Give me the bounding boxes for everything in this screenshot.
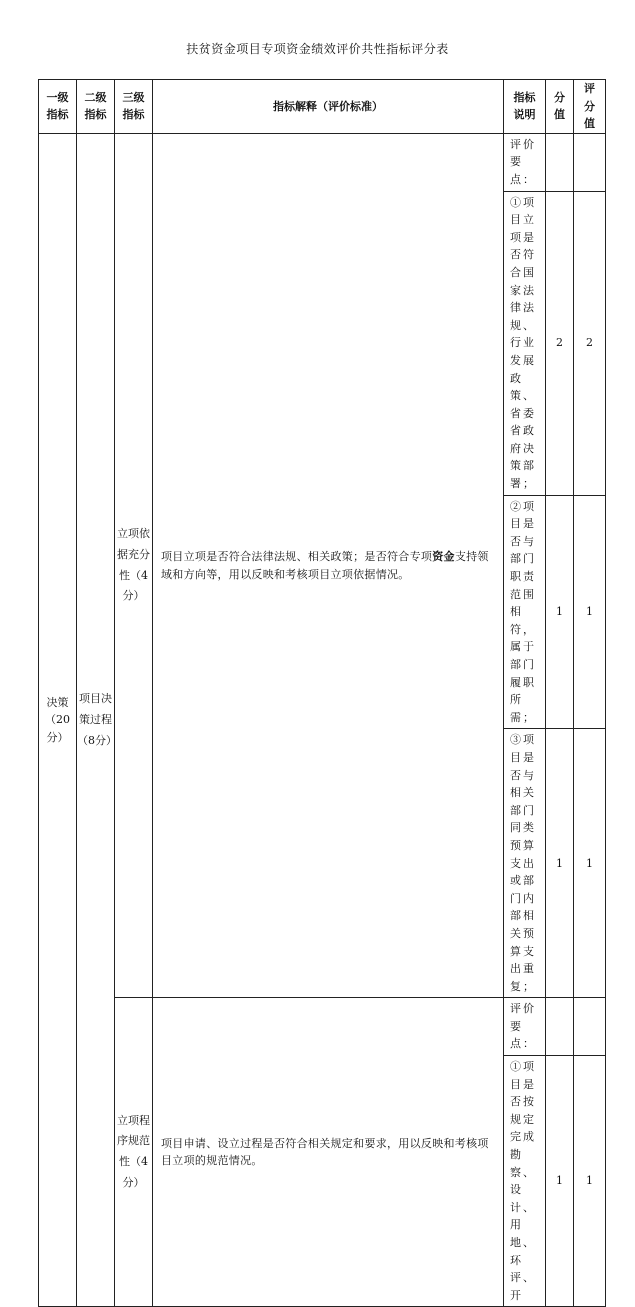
note-points-basis: 评价要点： xyxy=(504,133,546,191)
note-item-a1: ①项目立项是否符合国家法律法规、行业发展政策、省委省政府决策部署； xyxy=(504,191,546,495)
eval-empty-b0 xyxy=(574,998,606,1056)
score-b1: 1 xyxy=(546,1056,574,1307)
header-score: 分值 xyxy=(546,80,574,134)
level3-cell-basis: 立项依据充分性（4分） xyxy=(115,133,153,998)
explain-cell-procedure: 项目申请、设立过程是否符合相关规定和要求，用以反映和考核项目立项的规范情况。 xyxy=(153,998,504,1307)
eval-b1: 1 xyxy=(574,1056,606,1307)
header-level3: 三级指标 xyxy=(115,80,153,134)
document-title: 扶贫资金项目专项资金绩效评价共性指标评分表 xyxy=(186,42,449,56)
level1-cell: 决策（20分） xyxy=(39,133,77,1307)
header-level1: 一级指标 xyxy=(39,80,77,134)
eval-a2: 1 xyxy=(574,495,606,729)
score-a3: 1 xyxy=(546,729,574,998)
score-a1: 2 xyxy=(546,191,574,495)
eval-a1: 2 xyxy=(574,191,606,495)
note-points-procedure: 评价要点： xyxy=(504,998,546,1056)
score-a2: 1 xyxy=(546,495,574,729)
header-row xyxy=(39,80,606,134)
note-item-b1: ①项目是否按规定完成勘察、设计、用地、环评、开 xyxy=(504,1056,546,1307)
score-empty-a0 xyxy=(546,133,574,191)
note-item-a3: ③项目是否与相关部门同类预算支出或部门内部相关预算支出重复； xyxy=(504,729,546,998)
score-empty-b0 xyxy=(546,998,574,1056)
eval-empty-a0 xyxy=(574,133,606,191)
header-eval: 评分值 xyxy=(574,80,606,134)
explain-cell-basis xyxy=(153,133,504,998)
explain-basis-highlight: 资金 xyxy=(432,549,455,563)
header-level2: 二级指标 xyxy=(77,80,115,134)
explain-basis-pre: 项目立项是否符合法律法规、相关政策；是否符合专项 xyxy=(161,549,433,563)
note-item-a2: ②项目是否与部门职责范围相符，属于部门履职所需； xyxy=(504,495,546,729)
level3-cell-procedure: 立项程序规范性（4分） xyxy=(115,998,153,1307)
header-explain: 指标解释（评价标准） xyxy=(153,80,504,134)
header-note: 指标说明 xyxy=(504,80,546,134)
level2-cell: 项目决策过程（8分） xyxy=(77,133,115,1307)
eval-a3: 1 xyxy=(574,729,606,998)
explain-basis-post: 支持领域和方向等，用以反映和考核项目立项依据情况。 xyxy=(161,549,489,581)
scoring-table xyxy=(38,79,606,1307)
